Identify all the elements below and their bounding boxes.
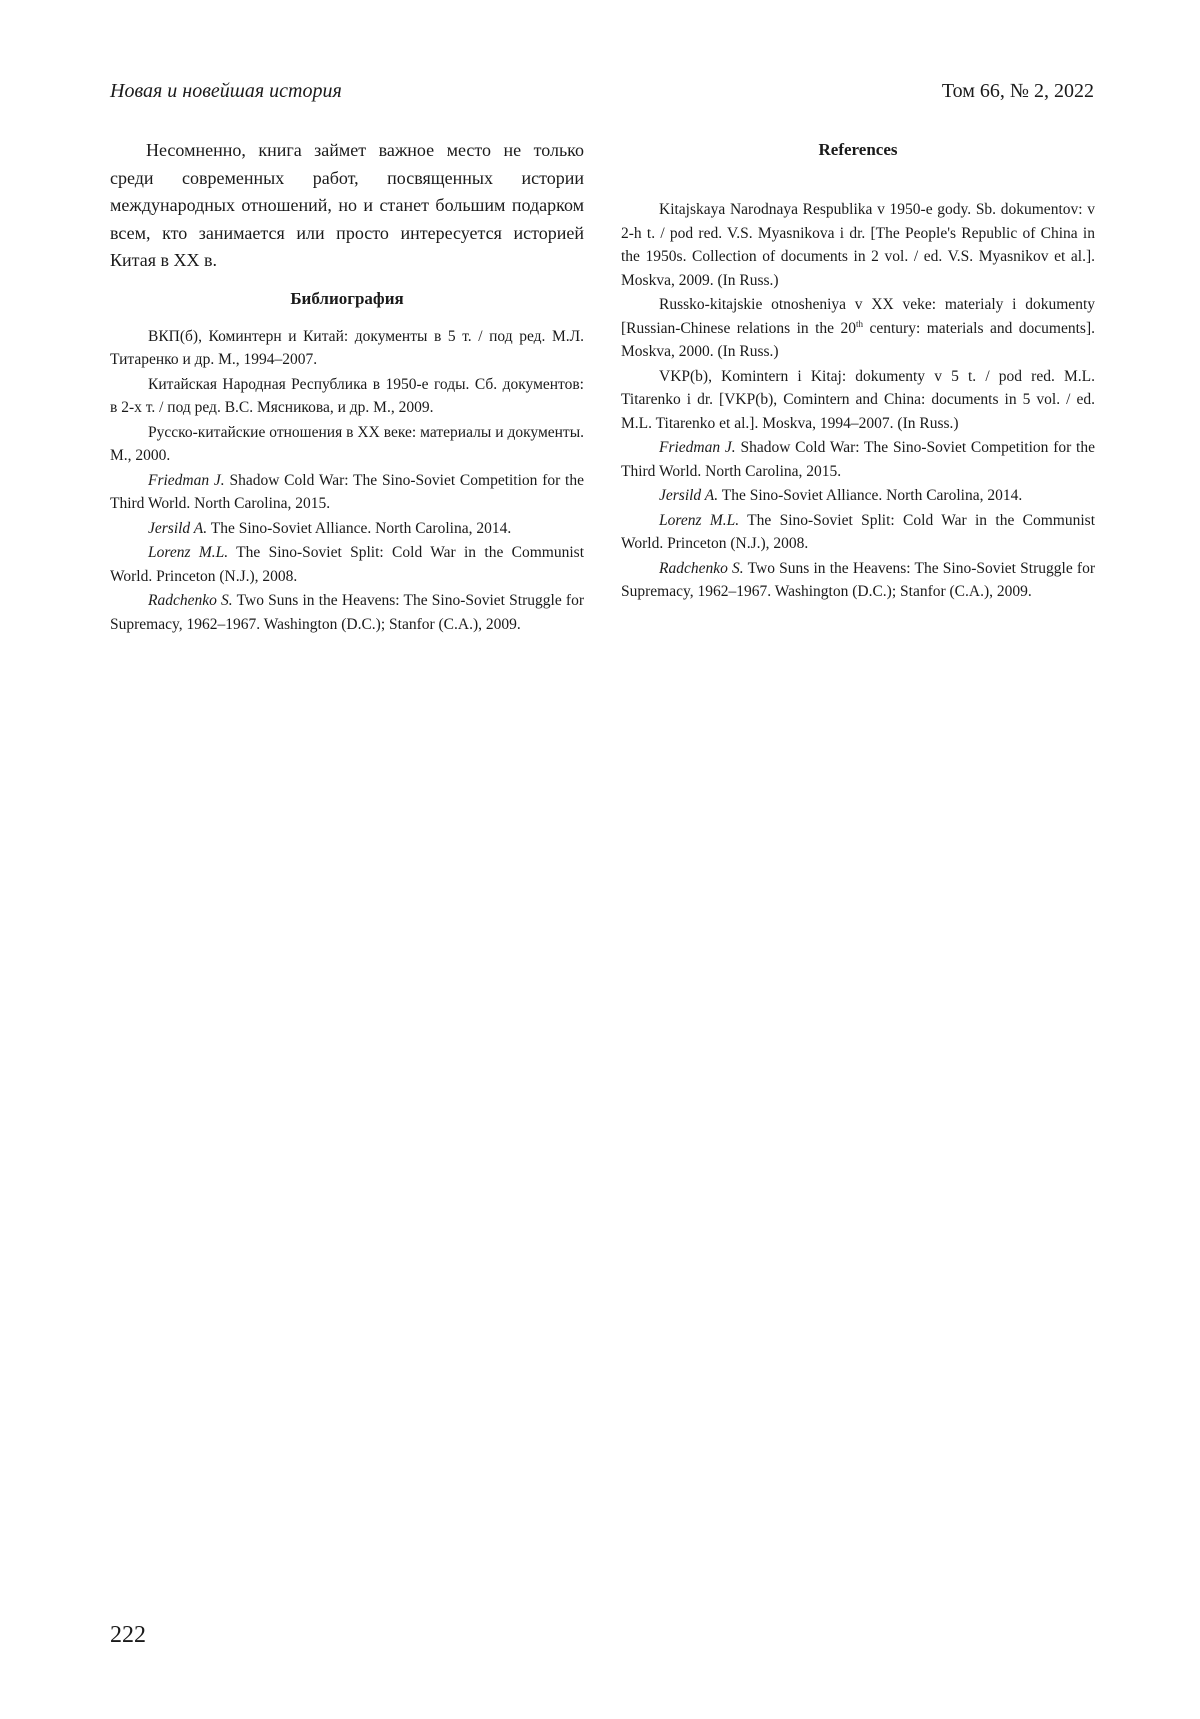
bibliography-author: Lorenz M.L. — [148, 544, 229, 561]
bibliography-item: Jersild A. The Sino-Soviet Alliance. North Carolina, 2014. — [148, 519, 512, 537]
bibliography-item: Lorenz M.L. The Sino-Soviet Split: Cold War in the Communist World. Princeton (N.J.), 2008. — [110, 544, 584, 585]
intro-paragraph: Несомненно, книга займет важное место не только среди современных работ, посвященных истории международных отношений, но и станет большим подарком всем, кто занимается или просто интересуется историей Китая в XX в. — [110, 140, 584, 270]
references-heading: References — [818, 140, 898, 159]
bibliography-author: Radchenko S. — [148, 592, 233, 609]
page-number: 222 — [110, 1622, 146, 1648]
reference-item: Kitajskaya Narodnaya Respublika v 1950-e gody. Sb. dokumentov: v 2-h t. / pod red. V.S. Myasnikova i dr. [The People's Republic of China in the 1950s. Collection of documents in 2 vol. / ed. V.S. Myasnikov et al.]. Moskva, 2009. (In Russ.) — [621, 201, 1095, 289]
reference-author: Lorenz M.L. — [659, 511, 740, 529]
reference-item: Lorenz M.L. The Sino-Soviet Split: Cold War in the Communist World. Princeton (N.J.), 2008. — [621, 511, 1095, 552]
reference-item: Radchenko S. Two Suns in the Heavens: The Sino-Soviet Struggle for Supremacy, 1962–1967. Washington (D.C.); Stanfor (C.A.), 2009. — [621, 559, 1095, 600]
reference-item: VKP(b), Komintern i Kitaj: dokumenty v 5 t. / pod red. M.L. Titarenko i dr. [VKP(b), Comintern and China: documents in 5 vol. / ed. M.L. Titarenko et al.]. Moskva, 1994–2007. (In Russ.) — [621, 367, 1095, 432]
reference-author: Jersild A. — [659, 487, 719, 504]
reference-author: Friedman J. — [659, 439, 736, 456]
reference-author: Radchenko S. — [659, 559, 744, 577]
reference-item: Russko-kitajskie otnosheniya v XX veke: materialy i dokumenty [Russian-Chinese relations in the 20th century: materials and documents]. Moskva, 2000. (In Russ.) — [621, 296, 1095, 360]
bibliography-author: Jersild A. — [148, 519, 208, 537]
bibliography-item: Русско-китайские отношения в XX веке: материалы и документы. М., 2000. — [110, 423, 584, 464]
bibliography-item: ВКП(б), Коминтерн и Китай: документы в 5 т. / под ред. М.Л. Титаренко и др. М., 1994–2007. — [110, 327, 584, 368]
bibliography-item: Friedman J. Shadow Cold War: The Sino-Soviet Competition for the Third World. North Carolina, 2015. — [110, 471, 584, 512]
running-header — [110, 80, 1094, 110]
volume-issue: Том 66, № 2, 2022 — [941, 80, 1094, 102]
bibliography-author: Friedman J. — [148, 471, 225, 489]
reference-item: Jersild A. The Sino-Soviet Alliance. North Carolina, 2014. — [659, 487, 1023, 504]
reference-item: Friedman J. Shadow Cold War: The Sino-Soviet Competition for the Third World. North Carolina, 2015. — [621, 439, 1095, 480]
bibliography-item: Radchenko S. Two Suns in the Heavens: The Sino-Soviet Struggle for Supremacy, 1962–1967. Washington (D.C.); Stanfor (C.A.), 2009. — [110, 592, 584, 633]
bibliography-item: Китайская Народная Республика в 1950-е годы. Сб. документов: в 2-х т. / под ред. В.С. Мясникова, и др. М., 2009. — [110, 375, 584, 416]
left-column — [110, 137, 584, 637]
right-column — [621, 137, 1095, 605]
bibliography-heading: Библиография — [290, 288, 404, 308]
journal-title: Новая и новейшая история — [110, 80, 342, 102]
bibliography-list — [110, 325, 584, 637]
